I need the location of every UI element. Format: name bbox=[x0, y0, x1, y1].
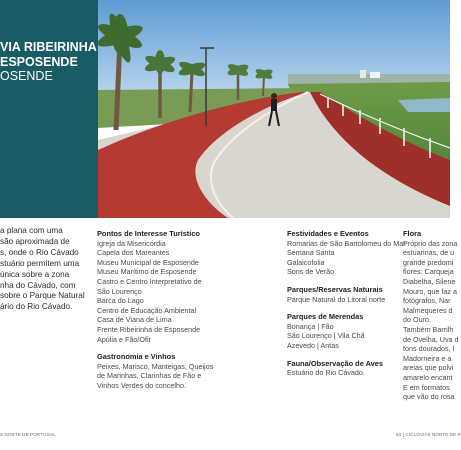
list-item: Museu Municipal de Esposende bbox=[97, 257, 199, 267]
list-item: Museu Marítimo de Esposende bbox=[97, 267, 197, 277]
list-item: Igreja da Misericórdia bbox=[97, 238, 166, 248]
footer-left: S NORTE DE PORTUGAL bbox=[0, 432, 56, 437]
list-item: Centro de Educação Ambiental bbox=[97, 305, 197, 315]
footer-page-number: 63 | CICLOVIAS NORTE DE P bbox=[396, 432, 461, 437]
list-item: Azevedo | Antas bbox=[287, 340, 339, 350]
list-item: Apúlia e Fão/Ofir bbox=[97, 334, 151, 344]
list-item: Peixes, Marisco, Manteigas, Queijos bbox=[97, 361, 214, 371]
list-item: E em formatos bbox=[403, 382, 452, 392]
section-heading: Gastronomia e Vinhos bbox=[97, 352, 176, 362]
list-item: de Ovelha, Uva d bbox=[403, 334, 459, 344]
list-item: tons dourados, l bbox=[403, 344, 455, 354]
list-item: amarelo encant bbox=[403, 372, 453, 382]
list-item: Madorneira e a bbox=[403, 353, 452, 363]
list-item: Mouro, que faz a bbox=[403, 286, 457, 296]
list-item: Malmequeres d bbox=[403, 305, 453, 315]
list-item: que vão do rosa bbox=[403, 392, 455, 402]
section-heading: Flora bbox=[403, 229, 422, 238]
list-item: Barca do Lago bbox=[97, 296, 144, 306]
list-item: Semana Santa bbox=[287, 248, 335, 258]
list-item: Também Barrilh bbox=[403, 324, 454, 334]
section-picnic-parks bbox=[287, 312, 395, 350]
section-heading: Parques de Merendas bbox=[287, 312, 364, 322]
list-item: São Lourenço | Vila Chã bbox=[287, 331, 365, 341]
list-item: Casa de Viana de Lima bbox=[97, 315, 172, 325]
section-festivities bbox=[287, 229, 406, 277]
route-title: VIA RIBEIRINHA ESPOSENDE bbox=[0, 40, 97, 69]
list-item: grande predomi bbox=[403, 257, 454, 267]
list-item: Vinhos Verdes do concelho. bbox=[97, 380, 186, 390]
column-flora bbox=[403, 229, 459, 410]
list-item: de Marinhas, Clarinhas de Fão e bbox=[97, 371, 202, 381]
route-location: OSENDE bbox=[0, 69, 53, 83]
list-item: São Lourenço bbox=[97, 286, 142, 296]
intro-text: a plana com uma são aproximada de s, onde o Rio Cávado stuário permitem uma única sobre a zona nha do Cávado, com sobre o Parque Natural ário do Rio Cávado. bbox=[0, 226, 85, 312]
section-points-of-interest bbox=[97, 229, 217, 344]
list-item: Galaicofolia bbox=[287, 257, 325, 267]
cycle-path-photo bbox=[98, 0, 450, 218]
list-item: Diabelha, Silene bbox=[403, 276, 456, 286]
section-nature-reserves bbox=[287, 285, 395, 304]
photo-illustration bbox=[98, 0, 450, 218]
section-gastronomy bbox=[97, 352, 217, 390]
list-item: flores: Carqueja bbox=[403, 267, 454, 277]
list-item: estuarinas, de u bbox=[403, 248, 455, 258]
column-points-of-interest bbox=[97, 229, 217, 399]
section-heading: Parques/Reservas Naturais bbox=[287, 284, 383, 294]
list-item: Próprio das zona bbox=[403, 238, 458, 248]
title-banner bbox=[0, 0, 98, 218]
column-events-parks bbox=[287, 229, 406, 386]
section-flora bbox=[403, 229, 459, 402]
section-heading: Pontos de Interesse Turístico bbox=[97, 229, 200, 238]
list-item: Sons de Verão bbox=[287, 267, 335, 277]
list-item: do Ouro. bbox=[403, 315, 431, 325]
list-item: fotógrafos, Nar bbox=[403, 296, 451, 306]
list-item: Estuário do Rio Cávado. bbox=[287, 368, 365, 378]
list-item: Castro e Centro Interpretativo de bbox=[97, 276, 202, 286]
list-item: areias que polvi bbox=[403, 363, 454, 373]
list-item: Capela dos Mareantes bbox=[97, 248, 170, 258]
section-heading: Festividades e Eventos bbox=[287, 229, 369, 238]
list-item: Romarias de São Bartolomeu do Mar bbox=[287, 238, 406, 248]
list-item: Bonança | Fão bbox=[287, 321, 334, 331]
list-item: Frente Ribeirinha de Esposende bbox=[97, 324, 201, 334]
section-fauna bbox=[287, 359, 395, 378]
list-item: Parque Natural do Litoral norte bbox=[287, 294, 386, 304]
section-heading: Fauna/Observação de Aves bbox=[287, 358, 383, 368]
